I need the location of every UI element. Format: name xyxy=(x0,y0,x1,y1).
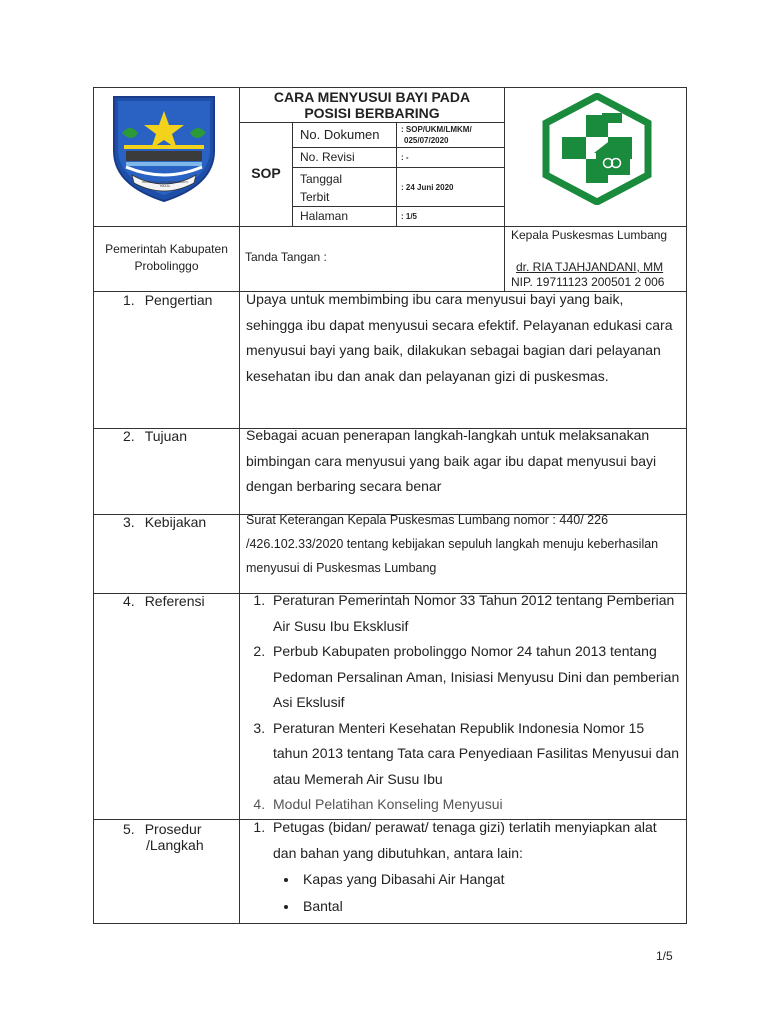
head-title: Kepala Puskesmas Lumbang xyxy=(511,228,668,242)
list-item: 1. Petugas (bidan/ perawat/ tenaga gizi) terlatih menyiapkan alat dan bahan yang dibutuhkan, antara lain: • Kapas yang Dibasahi Air Hangat • Bantal xyxy=(269,815,681,919)
section-text-tujuan: Sebagai acuan penerapan langkah-langkah untuk melaksanakan bimbingan cara menyusui yang baik agar ibu dapat menyusui bayi dengan berbaring secara benar xyxy=(246,427,657,494)
field-label-revisi: No. Revisi xyxy=(300,150,355,164)
section-label-cell-pengertian xyxy=(93,291,240,429)
list-item: 4. Modul Pelatihan Konseling Menyusui xyxy=(269,792,681,818)
field-label-tanggal: Tanggal Terbit xyxy=(300,172,343,204)
page-number: 1/5 xyxy=(656,949,673,963)
section-label-tujuan: 2. Tujuan xyxy=(123,428,187,444)
title-line-1: CARA MENYUSUI BAYI PADA xyxy=(273,89,471,105)
section-label-referensi: 4. Referensi xyxy=(123,593,205,609)
tanda-tangan-label: Tanda Tangan : xyxy=(245,250,327,264)
head-nip: NIP. 19711123 200501 2 006 xyxy=(511,275,665,289)
title-line-2: POSISI BERBARING xyxy=(304,105,440,121)
puskesmas-logo-icon xyxy=(540,93,654,205)
field-value-halaman: : 1/5 xyxy=(401,212,418,221)
list-item: 2. Perbub Kabupaten probolinggo Nomor 24 tahun 2013 tentang Pedoman Persalinan Aman, Inisiasi Menyusu Dini dan pemberian Asi Ekslusif xyxy=(269,639,681,716)
section-text-pengertian: Upaya untuk membimbing ibu cara menyusui bayi yang baik, sehingga ibu dapat menyusui secara efektif. Pelayanan edukasi cara menyusui bayi yang baik, dilakukan sebagai bagian dari pelayanan kesehatan ibu dan anak dan pelayanan gizi di puskesmas. xyxy=(246,291,673,384)
field-label-halaman: Halaman xyxy=(300,209,349,223)
section-list-referensi xyxy=(241,588,681,818)
list-item: 3. Peraturan Menteri Kesehatan Republik Indonesia Nomor 15 tahun 2013 tentang Tata cara Penyediaan Fasilitas Menyusui dan atau Memerah Air Susu Ibu xyxy=(269,716,681,793)
section-label-prosedur: 5. Prosedur /Langkah xyxy=(123,821,204,853)
head-name: dr. RIA TJAHJANDANI, MM xyxy=(516,260,664,274)
probolinggo-emblem-icon xyxy=(108,93,220,205)
field-value-revisi: : - xyxy=(401,153,409,162)
document-title xyxy=(240,89,504,121)
bullet-item: • Kapas yang Dibasahi Air Hangat xyxy=(299,867,681,893)
emblem-ribbon-text: PRASETYA ULAH SAKTI BHAKTI PRAJA xyxy=(142,180,188,188)
list-item: 1. Peraturan Pemerintah Nomor 33 Tahun 2012 tentang Pemberian Air Susu Ibu Eksklusif xyxy=(269,588,681,639)
section-label-kebijakan: 3. Kebijakan xyxy=(123,514,207,530)
section-list-prosedur xyxy=(241,815,681,919)
bullet-item: • Bantal xyxy=(299,894,681,920)
section-label-pengertian: 1. Pengertian xyxy=(123,292,213,308)
field-label-dokumen: No. Dokumen xyxy=(300,127,380,142)
section-label-cell-referensi xyxy=(93,593,240,820)
field-value-dokumen: : SOP/UKM/LMKM/ 025/07/2020 xyxy=(401,125,472,145)
organization-name: Pemerintah Kabupaten Probolinggo xyxy=(105,242,228,273)
section-text-kebijakan: Surat Keterangan Kepala Puskesmas Lumbang nomor : 440/ 226 /426.102.33/2020 tentang kebijakan sepuluh langkah menuju keberhasilan menyusui di Puskesmas Lumbang xyxy=(246,513,659,575)
field-value-tanggal: : 24 Juni 2020 xyxy=(401,183,454,192)
field-divider xyxy=(396,122,397,227)
sop-label: SOP xyxy=(251,165,281,181)
